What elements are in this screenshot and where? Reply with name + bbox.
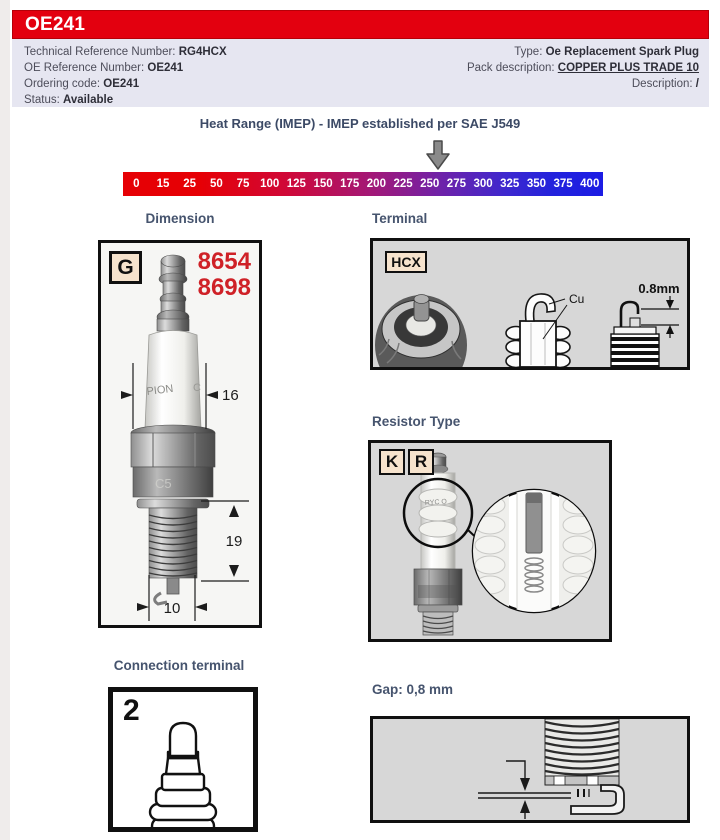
part-number-1: 8654	[197, 248, 251, 275]
status-value: Available	[63, 94, 114, 106]
resistor-badge-k: K	[379, 449, 405, 475]
page-header	[12, 10, 709, 39]
connection-box	[108, 687, 258, 832]
heat-tick: 75	[236, 178, 250, 190]
heat-range-title: Heat Range (IMEP) - IMEP established per SAE J549	[199, 116, 521, 131]
heat-tick: 350	[526, 178, 546, 190]
heat-range-arrow-icon	[425, 140, 451, 170]
ordering-code-row: Ordering code: OE241	[24, 78, 140, 90]
connection-title: Connection terminal	[113, 658, 245, 673]
cu-label: Cu	[569, 292, 585, 306]
gap-title: Gap: 0,8 mm	[372, 682, 454, 697]
heat-tick: 50	[209, 178, 223, 190]
pack-description-row: Pack description: COPPER PLUS TRADE 10	[466, 62, 699, 74]
plug-insulator	[145, 331, 201, 430]
part-numbers	[198, 249, 251, 301]
terminal-title: Terminal	[372, 211, 428, 226]
ceramic-print-text2: C	[193, 382, 201, 394]
terminal-box	[370, 238, 690, 370]
plug-threads	[149, 508, 197, 578]
terminal-gap-drawing	[611, 296, 679, 367]
description-row: Description: /	[631, 78, 699, 90]
heat-tick: 150	[313, 178, 333, 190]
heat-tick: 175	[340, 178, 360, 190]
technical-reference-row: Technical Reference Number: RG4HCX	[24, 46, 227, 58]
terminal-photo	[375, 295, 467, 368]
hex-print-text: C5	[155, 476, 172, 491]
gap-plug-threads	[545, 719, 619, 785]
heat-tick: 0	[133, 178, 140, 190]
type-value: Oe Replacement Spark Plug	[545, 46, 699, 58]
page-title: OE241	[25, 13, 86, 35]
dimension-box	[98, 240, 262, 628]
heat-tick: 325	[500, 178, 520, 190]
oe-reference-row: OE Reference Number: OE241	[24, 62, 184, 74]
status-row: Status: Available	[24, 94, 114, 106]
plug-center-electrode	[167, 578, 179, 594]
heat-tick: 275	[446, 178, 466, 190]
heat-tick: 25	[183, 178, 197, 190]
info-right-column	[467, 44, 699, 107]
type-row: Type: Oe Replacement Spark Plug	[514, 46, 699, 58]
oe-reference-value: OE241	[147, 62, 184, 74]
heat-tick: 400	[580, 178, 600, 190]
info-left-column	[24, 44, 227, 107]
gap-dimension-marks	[506, 761, 530, 819]
resistor-drawing	[371, 443, 609, 639]
heat-tick: 375	[553, 178, 573, 190]
technical-reference-value: RG4HCX	[178, 46, 227, 58]
heat-tick: 225	[393, 178, 413, 190]
connection-code: 2	[123, 694, 140, 727]
info-panel	[12, 39, 709, 107]
resistor-badge-r: R	[408, 449, 434, 475]
gap-drawing	[373, 719, 687, 820]
heat-tick: 200	[366, 178, 386, 190]
thread-diameter-label: 10	[163, 600, 181, 617]
heat-tick: 125	[286, 178, 306, 190]
thread-length-label: 19	[225, 533, 243, 550]
part-number-2: 8698	[197, 274, 251, 301]
heat-tick: 100	[260, 178, 280, 190]
gap-box	[370, 716, 690, 823]
description-value: /	[695, 78, 699, 90]
heat-range-scale	[123, 172, 603, 196]
insulator-length-label: 16	[222, 387, 239, 404]
heat-tick: 250	[420, 178, 440, 190]
plug-terminal-knob	[157, 255, 189, 331]
resistor-plug	[414, 453, 462, 635]
pack-description-link[interactable]: COPPER PLUS TRADE 10	[557, 62, 699, 74]
terminal-gap-label: 0.8mm	[638, 281, 680, 296]
resistor-plug-print: RYC O	[424, 498, 448, 507]
ceramic-print-text: PION	[145, 382, 175, 398]
resistor-title: Resistor Type	[372, 414, 461, 429]
heat-tick: 300	[473, 178, 493, 190]
resistor-box	[368, 440, 612, 642]
dimension-title: Dimension	[145, 211, 215, 226]
ordering-code-value: OE241	[103, 78, 140, 90]
dimension-code-badge: G	[109, 251, 142, 284]
heat-tick: 15	[156, 178, 170, 190]
plug-hex-nut	[131, 425, 215, 508]
terminal-code-badge: HCX	[385, 251, 427, 273]
terminal-cu-drawing	[506, 294, 570, 367]
